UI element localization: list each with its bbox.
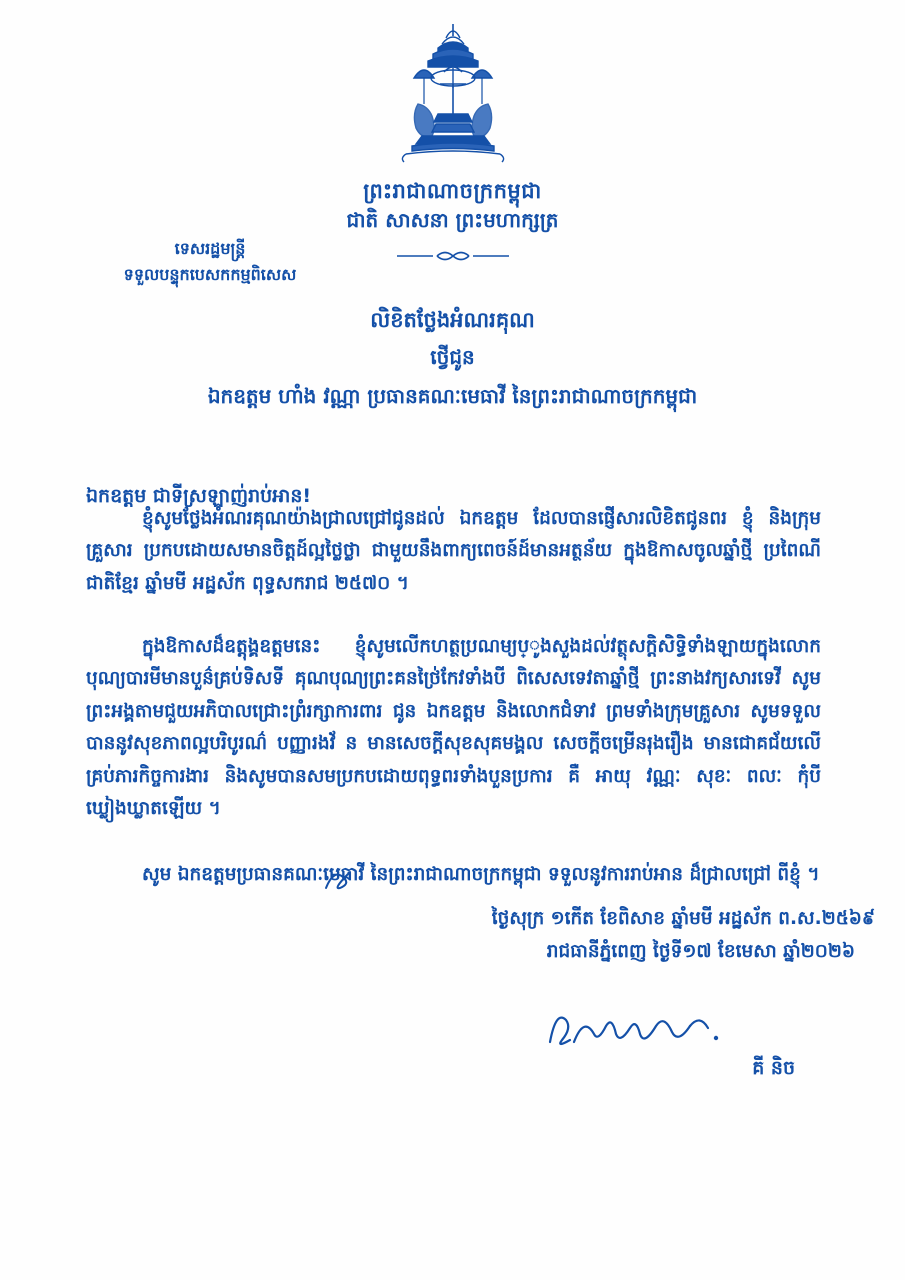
paragraph-2-text: ក្នុងឱកាសដ៏ឧត្តុង្គឧត្តមនេះ ខ្ញុំសូមលើកហត្ថប្រណម្យប្ូងសួងដល់វត្ថុសក្ដិសិទ្ធិទាំងឡាយក្នុងលោក បុណ្យបារមីមានបួន៌គ្រប់ទិសទី គុណបុណ្យព្រះគនថ្រៃ់កែវទាំងបី ពិសេសទេវតាឆ្នាំថ្មី ព្រះនាងវក្យសារទេវី សូមព្រះអង្គតាមជួយអភិបាលជ្រោះព្រំរក្សាការពារ ជូន ឯកឧត្តម និងលោកជំទាវ ព្រមទាំងក្រុមគ្រួសារ សូមទទួលបាននូវសុខភាពល្អបរិបូរណ៌ បញ្ញារងវ័ ន មានសេចក្ដីសុខសុគមង្គល សេចក្ដីចម្រើនរុងរឿង មានជោគជ័យលើគ្រប់ភារកិច្ចការងារ និងសូមបានសមប្រកបដោយពុទ្ធពរទាំងបួនប្រការ គឺ អាយុ វណ្ណៈ សុខៈ ពលៈ កុំបីឃ្លៀងឃ្លាតឡើយ ។ [86, 636, 821, 819]
date-line: ថ្ងៃសុក្រ ១កើត ខែពិសាខ ឆ្នាំមមី អដ្ឋស័ក ព.ស.២៥៦៩ [491, 908, 875, 929]
ministry-block [60, 236, 360, 287]
salutation: ឯកឧត្តម ជាទីស្រឡាញ់រាប់អាន! [86, 485, 312, 507]
body-paragraph-3 [86, 859, 821, 891]
emblem-container [0, 18, 905, 168]
letter-recipient: ឯកឧត្តម ហាំង វណ្ណា ប្រធានគណៈមេធាវី នៃព្រះរាជាណាចក្រកម្ពុជា [207, 384, 698, 408]
letter-to-label: ថ្វើជូន [430, 345, 475, 369]
kingdom-title: ព្រះរាជាណាចក្រកម្ពុជា [363, 179, 542, 203]
kingdom-motto: ជាតិ សាសនា ព្រះមហាក្សត្រ [346, 208, 559, 232]
body-paragraph-2 [86, 631, 821, 825]
divider-ornament-icon [393, 248, 513, 264]
place-line: រាជធានីភ្នំពេញ ថ្ងៃទី១៧ ខែមេសា ឆ្នាំ២០២៦ [546, 941, 855, 962]
ministry-line-1: ទេសរដ្ឋមន្ត្រី [174, 239, 246, 258]
body-paragraph-1 [86, 503, 821, 600]
handwritten-signature-icon [540, 1000, 730, 1060]
paragraph-1-text: ខ្ញុំសូមថ្លែងអំណរគុណយ៉ាងជ្រាលជ្រៅជូនដល់ ឯកឧត្តម ដែលបានផ្ញើសារលិខិតជូនពរ ខ្ញុំ និងក្រុមគ្រួសារ ប្រកបដោយសមានចិត្តដ៍ល្អថ្លៃថ្លា ជាមួយនឹងពាក្យពេចន៍ដ៍មានអត្ថន័យ ក្នុងឱកាសចូលឆ្នាំថ្មី ប្រពៃណីជាតិខ្មែរ ឆ្នាំមមី អដ្ឋស័ក ពុទ្ធសករាជ ២៥៧០ ។ [86, 508, 821, 594]
signer-name: គី និច [752, 1057, 795, 1079]
paragraph-3-text: សូម ឯកឧត្តមប្រធានគណៈមេធាវី នៃព្រះរាជាណាចក្រកម្ពុជា ទទួលនូវការរាប់អាន ដ៏ជ្រាលជ្រៅ ពីខ្ញុំ ។ [142, 864, 820, 885]
initial-mark-icon [320, 862, 360, 896]
royal-emblem-icon [378, 18, 528, 168]
letter-title: លិខិតថ្លែងអំណរគុណ [370, 308, 535, 332]
ministry-line-2: ទទួលបន្ទុកបេសកកម្មពិសេស [123, 264, 297, 284]
